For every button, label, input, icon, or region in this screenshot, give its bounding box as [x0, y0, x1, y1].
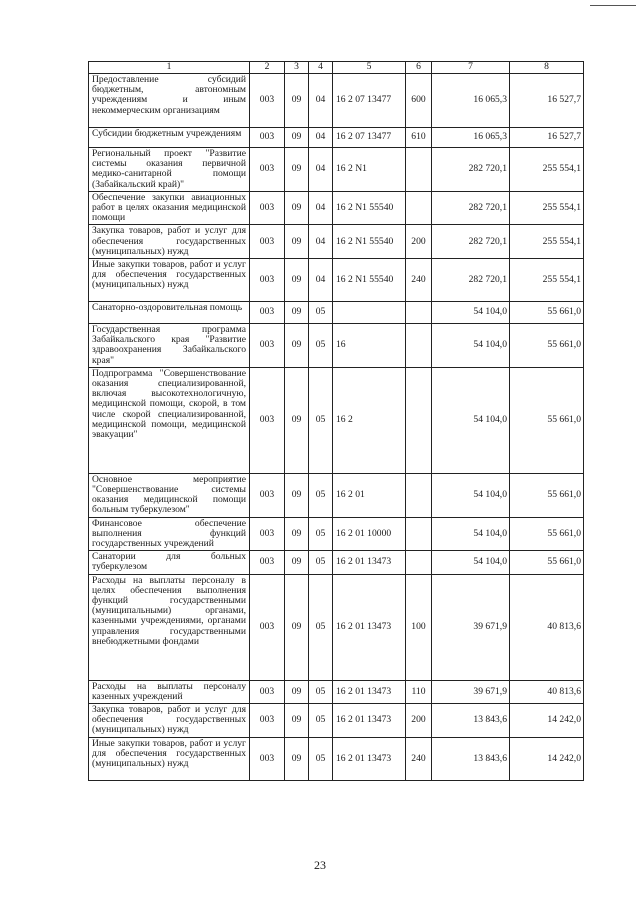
cell-code: 003	[250, 680, 285, 703]
row-description: Финансовое обеспечение выполнения функций государственных учреждений	[89, 517, 250, 551]
corner-rule	[590, 5, 636, 6]
row-description: Обеспечение закупки авиационных работ в целях оказания медицинской помощи	[89, 191, 250, 225]
cell-expense-type: 600	[406, 74, 432, 128]
cell-amount-year1: 39 671,9	[432, 680, 510, 703]
cell-target-article: 16 2 01	[333, 473, 406, 517]
cell-target-article: 16 2 N1 55540	[333, 191, 406, 225]
row-description: Субсидии бюджетным учреждениям	[89, 128, 250, 148]
row-description: Расходы на выплаты персоналу казенных учреждений	[89, 680, 250, 703]
table-row	[89, 517, 584, 551]
cell-expense-type	[406, 191, 432, 225]
table-body	[89, 62, 584, 781]
cell-target-article: 16 2 N1 55540	[333, 225, 406, 259]
column-header: 8	[510, 62, 584, 74]
cell-amount-year2: 14 242,0	[510, 737, 584, 780]
cell-amount-year2: 16 527,7	[510, 128, 584, 148]
row-description: Основное мероприятие "Совершенствование системы оказания медицинской помощи больным туберкулезом"	[89, 473, 250, 517]
row-description: Закупка товаров, работ и услуг для обеспечения государственных (муниципальных) нужд	[89, 704, 250, 738]
budget-table	[88, 61, 584, 781]
cell-amount-year2: 55 661,0	[510, 551, 584, 574]
cell-amount-year1: 54 104,0	[432, 302, 510, 324]
cell-section: 09	[285, 473, 309, 517]
table-row	[89, 574, 584, 680]
cell-target-article: 16 2 N1	[333, 148, 406, 192]
cell-amount-year2: 255 554,1	[510, 191, 584, 225]
table-row	[89, 367, 584, 473]
table-row	[89, 473, 584, 517]
cell-amount-year1: 282 720,1	[432, 191, 510, 225]
cell-amount-year2: 40 813,6	[510, 680, 584, 703]
cell-section: 09	[285, 704, 309, 738]
row-description: Государственная программа Забайкальского края "Развитие здравоохранения Забайкальского края"	[89, 324, 250, 368]
cell-target-article: 16 2 N1 55540	[333, 259, 406, 302]
cell-target-article: 16 2 01 13473	[333, 574, 406, 680]
cell-code: 003	[250, 737, 285, 780]
cell-subsection: 05	[309, 551, 333, 574]
table-header-row	[89, 62, 584, 74]
cell-section: 09	[285, 148, 309, 192]
cell-amount-year1: 54 104,0	[432, 551, 510, 574]
cell-target-article: 16 2 01 13473	[333, 737, 406, 780]
cell-amount-year2: 55 661,0	[510, 517, 584, 551]
cell-subsection: 04	[309, 191, 333, 225]
cell-amount-year1: 16 065,3	[432, 74, 510, 128]
cell-code: 003	[250, 367, 285, 473]
cell-amount-year1: 54 104,0	[432, 473, 510, 517]
cell-subsection: 05	[309, 473, 333, 517]
cell-amount-year2: 55 661,0	[510, 324, 584, 368]
cell-expense-type: 200	[406, 225, 432, 259]
table-row	[89, 302, 584, 324]
cell-amount-year1: 282 720,1	[432, 259, 510, 302]
column-header: 2	[250, 62, 285, 74]
cell-subsection: 04	[309, 128, 333, 148]
cell-target-article: 16 2 07 13477	[333, 128, 406, 148]
cell-expense-type: 610	[406, 128, 432, 148]
cell-code: 003	[250, 128, 285, 148]
table-row	[89, 680, 584, 703]
row-description: Иные закупки товаров, работ и услуг для обеспечения государственных (муниципальных) нужд	[89, 259, 250, 302]
row-description: Закупка товаров, работ и услуг для обеспечения государственных (муниципальных) нужд	[89, 225, 250, 259]
cell-amount-year1: 282 720,1	[432, 148, 510, 192]
row-description: Предоставление субсидий бюджетным, автономным учреждениям и иным некоммерческим организациям	[89, 74, 250, 128]
table-row	[89, 128, 584, 148]
cell-code: 003	[250, 517, 285, 551]
cell-code: 003	[250, 574, 285, 680]
cell-target-article: 16 2 01 13473	[333, 680, 406, 703]
column-header: 6	[406, 62, 432, 74]
cell-section: 09	[285, 517, 309, 551]
cell-subsection: 04	[309, 74, 333, 128]
cell-subsection: 05	[309, 302, 333, 324]
table-row	[89, 148, 584, 192]
cell-section: 09	[285, 191, 309, 225]
cell-expense-type: 110	[406, 680, 432, 703]
cell-target-article: 16 2 01 13473	[333, 551, 406, 574]
cell-subsection: 04	[309, 259, 333, 302]
cell-expense-type	[406, 302, 432, 324]
cell-expense-type	[406, 551, 432, 574]
cell-subsection: 04	[309, 225, 333, 259]
row-description: Подпрограмма "Совершенствование оказания специализированной, включая высокотехнологичную, медицинской помощи, скорой, в том числе скорой специализированной, медицинской помощи, медицинской эвакуации"	[89, 367, 250, 473]
cell-code: 003	[250, 225, 285, 259]
cell-subsection: 05	[309, 367, 333, 473]
cell-code: 003	[250, 704, 285, 738]
table-row	[89, 225, 584, 259]
cell-target-article	[333, 302, 406, 324]
column-header: 1	[89, 62, 250, 74]
cell-amount-year2: 255 554,1	[510, 225, 584, 259]
cell-amount-year1: 16 065,3	[432, 128, 510, 148]
row-description: Иные закупки товаров, работ и услуг для обеспечения государственных (муниципальных) нужд	[89, 737, 250, 780]
cell-section: 09	[285, 367, 309, 473]
cell-section: 09	[285, 74, 309, 128]
cell-section: 09	[285, 259, 309, 302]
cell-amount-year2: 55 661,0	[510, 473, 584, 517]
cell-expense-type: 240	[406, 737, 432, 780]
table-row	[89, 324, 584, 368]
cell-code: 003	[250, 191, 285, 225]
cell-subsection: 05	[309, 574, 333, 680]
cell-amount-year1: 282 720,1	[432, 225, 510, 259]
page-number: 23	[314, 858, 326, 872]
cell-section: 09	[285, 225, 309, 259]
cell-amount-year1: 13 843,6	[432, 704, 510, 738]
cell-expense-type	[406, 517, 432, 551]
cell-subsection: 05	[309, 737, 333, 780]
row-description: Расходы на выплаты персоналу в целях обеспечения выполнения функций государственными (муниципальными) органами, казенными учреждениями, органами управления государственными внебюджетными фондами	[89, 574, 250, 680]
cell-code: 003	[250, 473, 285, 517]
cell-expense-type: 100	[406, 574, 432, 680]
cell-target-article: 16 2 07 13477	[333, 74, 406, 128]
table-row	[89, 551, 584, 574]
column-header: 7	[432, 62, 510, 74]
table-row	[89, 737, 584, 780]
cell-target-article: 16 2 01 10000	[333, 517, 406, 551]
cell-subsection: 05	[309, 704, 333, 738]
cell-target-article: 16	[333, 324, 406, 368]
cell-amount-year1: 54 104,0	[432, 367, 510, 473]
cell-section: 09	[285, 574, 309, 680]
column-header: 3	[285, 62, 309, 74]
cell-subsection: 04	[309, 148, 333, 192]
cell-subsection: 05	[309, 680, 333, 703]
table-row	[89, 191, 584, 225]
cell-expense-type: 200	[406, 704, 432, 738]
cell-target-article: 16 2 01 13473	[333, 704, 406, 738]
cell-code: 003	[250, 324, 285, 368]
table-row	[89, 704, 584, 738]
table-row	[89, 74, 584, 128]
cell-expense-type	[406, 148, 432, 192]
cell-code: 003	[250, 551, 285, 574]
cell-amount-year1: 39 671,9	[432, 574, 510, 680]
cell-amount-year2: 55 661,0	[510, 367, 584, 473]
cell-section: 09	[285, 680, 309, 703]
row-description: Региональный проект "Развитие системы оказания первичной медико-санитарной помощи (Забайкальский край)"	[89, 148, 250, 192]
table-row	[89, 259, 584, 302]
cell-amount-year2: 255 554,1	[510, 148, 584, 192]
cell-expense-type	[406, 473, 432, 517]
cell-expense-type	[406, 324, 432, 368]
row-description: Санатории для больных туберкулезом	[89, 551, 250, 574]
cell-target-article: 16 2	[333, 367, 406, 473]
cell-code: 003	[250, 302, 285, 324]
cell-code: 003	[250, 74, 285, 128]
column-header: 5	[333, 62, 406, 74]
cell-section: 09	[285, 128, 309, 148]
cell-amount-year2: 16 527,7	[510, 74, 584, 128]
cell-amount-year2: 14 242,0	[510, 704, 584, 738]
cell-subsection: 05	[309, 324, 333, 368]
cell-expense-type: 240	[406, 259, 432, 302]
cell-section: 09	[285, 551, 309, 574]
row-description: Санаторно-оздоровительная помощь	[89, 302, 250, 324]
cell-expense-type	[406, 367, 432, 473]
cell-code: 003	[250, 259, 285, 302]
cell-amount-year2: 40 813,6	[510, 574, 584, 680]
cell-section: 09	[285, 324, 309, 368]
cell-amount-year1: 54 104,0	[432, 517, 510, 551]
cell-amount-year2: 55 661,0	[510, 302, 584, 324]
cell-code: 003	[250, 148, 285, 192]
cell-subsection: 05	[309, 517, 333, 551]
cell-section: 09	[285, 737, 309, 780]
cell-amount-year1: 13 843,6	[432, 737, 510, 780]
cell-amount-year1: 54 104,0	[432, 324, 510, 368]
column-header: 4	[309, 62, 333, 74]
cell-amount-year2: 255 554,1	[510, 259, 584, 302]
cell-section: 09	[285, 302, 309, 324]
